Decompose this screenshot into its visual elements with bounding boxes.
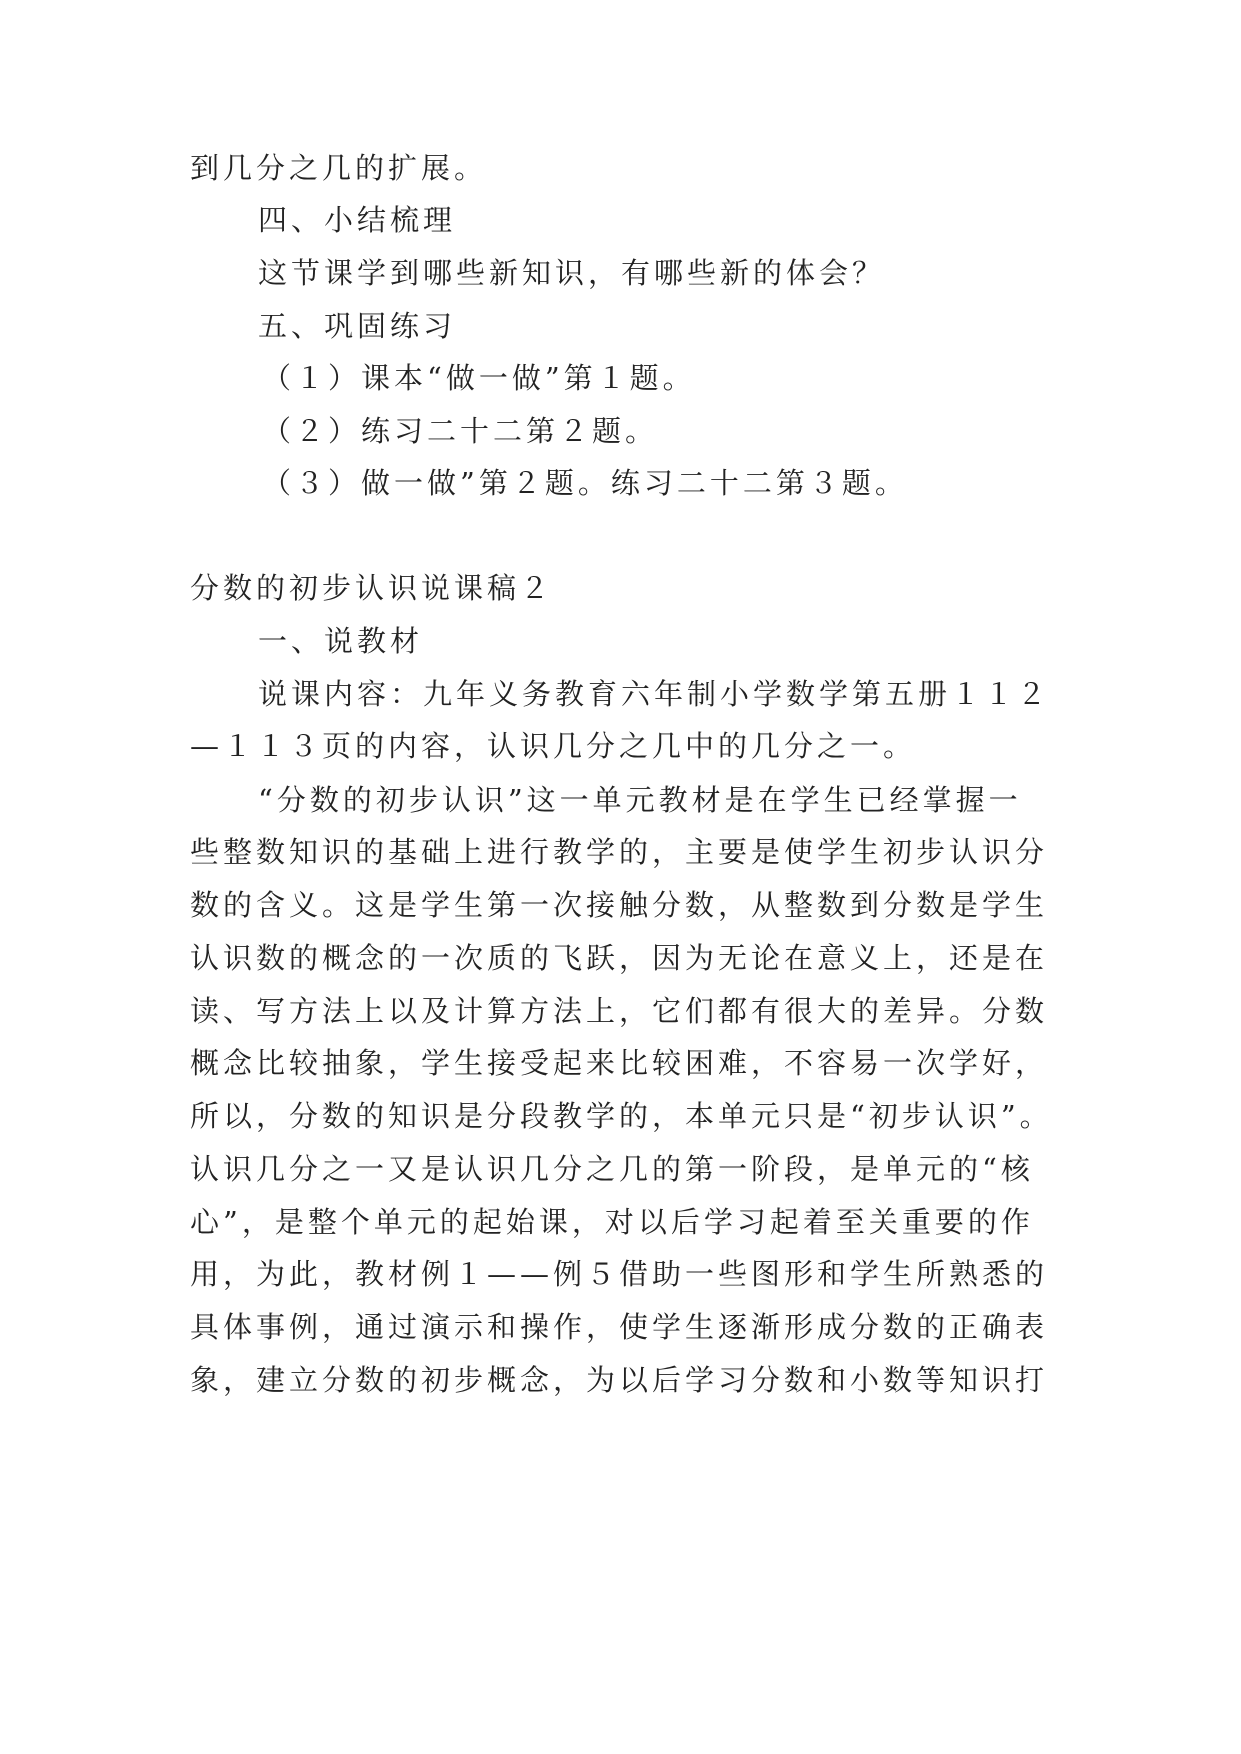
paragraph-line: 数的含义。这是学生第一次接触分数，从整数到分数是学生 xyxy=(190,888,1049,922)
paragraph-line: 读、写方法上以及计算方法上，它们都有很大的差异。分数 xyxy=(190,994,1049,1028)
paragraph-line: 认识几分之一又是认识几分之几的第一阶段，是单元的“核 xyxy=(190,1152,1034,1186)
heading-practice: 五、巩固练习 xyxy=(258,309,457,343)
practice-item: （３）做一做”第２题。练习二十二第３题。 xyxy=(262,466,908,500)
practice-item: （２）练习二十二第２题。 xyxy=(262,414,659,448)
content-line: —１１３页的内容，认识几分之几中的几分之一。 xyxy=(190,729,917,763)
summary-question: 这节课学到哪些新知识，有哪些新的体会？ xyxy=(258,256,886,290)
paragraph-line: 所以，分数的知识是分段教学的，本单元只是“初步认识”。 xyxy=(190,1099,1053,1133)
paragraph-line: 具体事例，通过演示和操作，使学生逐渐形成分数的正确表 xyxy=(190,1310,1049,1344)
paragraph-line: “分数的初步认识”这一单元教材是在学生已经掌握一 xyxy=(258,783,1022,817)
paragraph-line: 认识数的概念的一次质的飞跃，因为无论在意义上，还是在 xyxy=(190,941,1049,975)
paragraph-line: 象，建立分数的初步概念，为以后学习分数和小数等知识打 xyxy=(190,1363,1049,1397)
section-title: 分数的初步认识说课稿２ xyxy=(190,571,554,605)
text-line: 到几分之几的扩展。 xyxy=(190,151,488,185)
paragraph-line: 用，为此，教材例１——例５借助一些图形和学生所熟悉的 xyxy=(190,1257,1049,1291)
heading-summary: 四、小结梳理 xyxy=(258,203,457,237)
paragraph-line: 心”，是整个单元的起始课，对以后学习起着至关重要的作 xyxy=(190,1205,1034,1239)
paragraph-line: 概念比较抽象，学生接受起来比较困难，不容易一次学好， xyxy=(190,1046,1049,1080)
content-line: 说课内容：九年义务教育六年制小学数学第五册１１２ xyxy=(258,677,1051,711)
practice-item: （１）课本“做一做”第１题。 xyxy=(262,361,696,395)
heading-material: 一、说教材 xyxy=(258,624,424,658)
paragraph-line: 些整数知识的基础上进行教学的，主要是使学生初步认识分 xyxy=(190,835,1049,869)
